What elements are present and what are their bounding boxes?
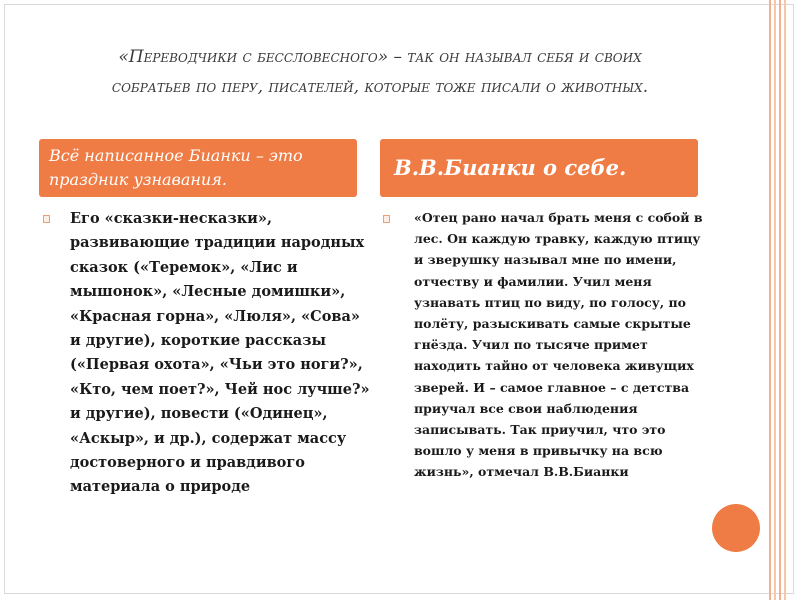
bullet-icon [383, 215, 390, 223]
decorative-circle [712, 504, 760, 552]
right-column-header: В.В.Бианки о себе. [380, 139, 698, 197]
left-column-body: Его «сказки-несказки», развивающие традиции народных сказок («Теремок», «Лис и мышонок», «Лесные домишки», «Красная горна», «Люля», «Сова» и другие), короткие рассказы («Первая охота», «Чьи это ноги?», «Кто, чем поет?», Чей нос лучше?» и другие), повести («Одинец», «Аскыр», и др.), содержат массу достоверного и правдивого материала о природе [70, 210, 370, 496]
right-column-body: «Отец рано начал брать меня с собой в лес. Он каждую травку, каждую птицу и зверушку называл мне по имени, отчеству и фамилии. Учил меня узнавать птиц по виду, по голосу, по полёту, разыскивать самые скрытые гнёзда. Учил по тысяче примет находить тайно от человека живущих зверей. И – самое главное – с детства приучал все свои наблюдения записывать. Так приучил, что это вошло у меня в привычку на всю жизнь», отмечал В.В.Бианки [414, 210, 703, 480]
decorative-stripe [784, 0, 786, 600]
decorative-stripe [779, 0, 781, 600]
decorative-stripe [774, 0, 776, 600]
left-column-header: Всё написанное Бианки – это праздник узнавания. [39, 139, 357, 197]
slide-title: «Переводчики с бессловесного» – так он называл себя и своих собратьев по перу, писателей, которые тоже писали о животных. [111, 47, 649, 97]
decorative-stripe [769, 0, 771, 600]
bullet-icon [43, 215, 50, 223]
